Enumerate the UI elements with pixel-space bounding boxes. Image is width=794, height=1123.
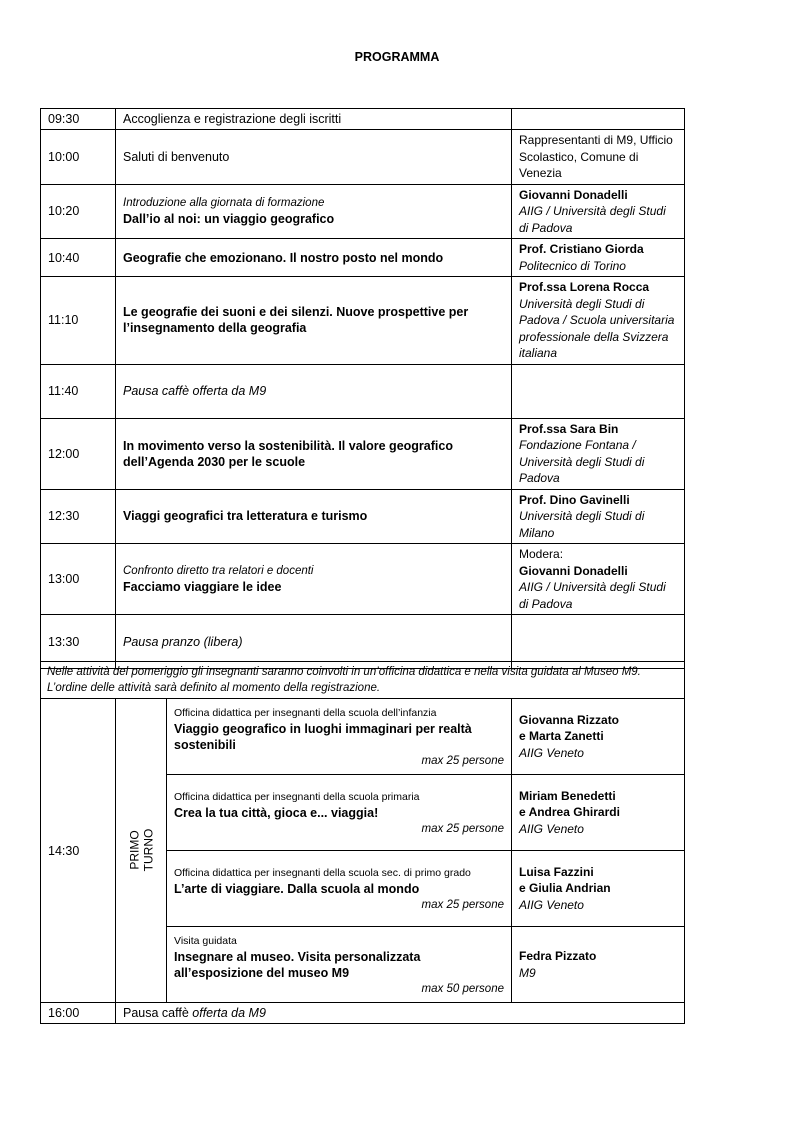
speaker-name: Giovanni Donadelli — [519, 563, 628, 578]
session-activity — [167, 699, 512, 775]
row-speaker — [512, 489, 685, 544]
session-speaker — [512, 775, 685, 851]
speaker-name: Giovanni Donadelli — [519, 187, 628, 202]
speaker-affiliation: AIIG / Università degli Studi di Padova — [519, 204, 666, 235]
session-row — [41, 699, 685, 775]
session-speaker — [512, 927, 685, 1003]
row-activity — [116, 544, 512, 615]
activity-title: Le geografie dei suoni e dei silenzi. Nuove prospettive per l’insegnamento della geografia — [123, 305, 469, 336]
activity-title: Pausa pranzo (libera) — [123, 634, 243, 649]
session-capacity: max 25 persone — [421, 822, 504, 835]
row-speaker — [512, 130, 685, 185]
speaker-affiliation: AIIG / Università degli Studi di Padova — [519, 580, 666, 611]
row-time: 10:40 — [41, 239, 116, 277]
afternoon-time: 14:30 — [41, 699, 116, 1003]
session-speaker — [512, 851, 685, 927]
speaker-intro: Rappresentanti di M9, Ufficio Scolastico, Comune di Venezia — [519, 133, 673, 180]
speaker-affiliation: Politecnico di Torino — [519, 258, 626, 273]
row-speaker — [512, 109, 685, 130]
schedule-row — [41, 239, 685, 277]
speaker-name-2: e Andrea Ghirardi — [519, 805, 620, 820]
speaker-affiliation: AIIG Veneto — [519, 821, 584, 836]
afternoon-note: Nelle attività del pomeriggio gli insegnanti saranno coinvolti in un’officina didattica e nella visita guidata al Museo M9. L’ordine delle attività sarà definito al momento della registrazione. — [41, 662, 685, 699]
schedule-row — [41, 489, 685, 544]
row-time: 10:20 — [41, 184, 116, 239]
schedule-row — [41, 364, 685, 418]
speaker-name: Prof.ssa Lorena Rocca — [519, 280, 650, 294]
row-time: 11:10 — [41, 277, 116, 365]
session-speaker — [512, 699, 685, 775]
activity-title: Saluti di benvenuto — [123, 149, 230, 164]
last-activity-plain: Pausa caffè — [123, 1006, 193, 1020]
session-activity — [167, 775, 512, 851]
speaker-name: Prof. Cristiano Giorda — [519, 242, 644, 256]
schedule-row — [41, 277, 685, 365]
speaker-name: Giovanna Rizzato — [519, 712, 620, 727]
session-label: Officina didattica per insegnanti della scuola sec. di primo grado — [174, 866, 471, 879]
activity-title: Viaggi geografici tra letteratura e turismo — [123, 509, 368, 524]
speaker-name: Prof.ssa Sara Bin — [519, 421, 619, 436]
row-time: 12:30 — [41, 489, 116, 544]
row-time: 10:00 — [41, 130, 116, 185]
row-activity — [116, 109, 512, 130]
row-activity — [116, 239, 512, 277]
row-time: 13:30 — [41, 615, 116, 669]
row-activity — [116, 489, 512, 544]
schedule-row — [41, 418, 685, 489]
turno-word-1: PRIMO — [126, 830, 141, 870]
session-activity — [167, 851, 512, 927]
speaker-name: Fedra Pizzato — [519, 949, 597, 963]
activity-intro: Confronto diretto tra relatori e docenti — [123, 565, 314, 577]
session-capacity: max 25 persone — [421, 898, 504, 911]
morning-schedule-table — [40, 108, 685, 669]
row-time: 12:00 — [41, 418, 116, 489]
row-activity — [116, 277, 512, 365]
row-time: 13:00 — [41, 544, 116, 615]
schedule-row — [41, 130, 685, 185]
speaker-name-2: e Marta Zanetti — [519, 729, 604, 744]
activity-title: Pausa caffè offerta da M9 — [123, 384, 267, 398]
row-speaker — [512, 277, 685, 365]
speaker-name-2: e Giulia Andrian — [519, 881, 611, 896]
activity-title: Accoglienza e registrazione degli iscritti — [123, 112, 342, 126]
speaker-affiliation: AIIG Veneto — [519, 897, 584, 912]
turno-word-2: TURNO — [140, 828, 155, 872]
speaker-affiliation: Fondazione Fontana / Università degli Studi di Padova — [519, 438, 645, 485]
speaker-name: Prof. Dino Gavinelli — [519, 492, 630, 507]
activity-title: Dall’io al noi: un viaggio geografico — [123, 212, 335, 227]
activity-title: Geografie che emozionano. Il nostro posto nel mondo — [123, 250, 444, 265]
session-label: Visita guidata — [174, 934, 237, 947]
session-activity — [167, 927, 512, 1003]
row-speaker — [512, 418, 685, 489]
last-activity-italic: offerta da M9 — [192, 1006, 266, 1020]
row-activity — [116, 184, 512, 239]
row-time: 09:30 — [41, 109, 116, 130]
row-activity — [116, 364, 512, 418]
session-title: L’arte di viaggiare. Dalla scuola al mondo — [174, 881, 420, 896]
session-capacity: max 25 persone — [421, 754, 504, 767]
row-activity — [116, 418, 512, 489]
row-speaker — [512, 544, 685, 615]
session-title: Insegnare al museo. Visita personalizzata all’esposizione del museo M9 — [174, 949, 421, 980]
session-label: Officina didattica per insegnanti della scuola primaria — [174, 790, 420, 803]
session-label: Officina didattica per insegnanti della scuola dell’infanzia — [174, 706, 437, 719]
last-time: 16:00 — [41, 1003, 116, 1024]
session-title: Crea la tua città, gioca e... viaggia! — [174, 805, 379, 820]
activity-title: In movimento verso la sostenibilità. Il valore geografico dell’Agenda 2030 per le scuole — [123, 438, 453, 469]
schedule-row — [41, 184, 685, 239]
row-time: 11:40 — [41, 364, 116, 418]
activity-title: Facciamo viaggiare le idee — [123, 580, 282, 594]
row-activity — [116, 130, 512, 185]
speaker-affiliation: Università degli Studi di Milano — [519, 509, 645, 540]
afternoon-schedule-table — [40, 661, 685, 1024]
speaker-name: Miriam Benedetti — [519, 788, 616, 803]
session-capacity: max 50 persone — [421, 982, 504, 995]
speaker-affiliation: Università degli Studi di Padova / Scuola universitaria professionale della Svizzera italiana — [519, 296, 675, 360]
last-activity — [116, 1003, 685, 1024]
schedule-row — [41, 544, 685, 615]
activity-intro: Introduzione alla giornata di formazione — [123, 197, 325, 210]
row-speaker — [512, 184, 685, 239]
schedule-row — [41, 109, 685, 130]
speaker-name: Luisa Fazzini — [519, 864, 594, 879]
session-title: Viaggio geografico in luoghi immaginari per realtà sostenibili — [174, 721, 472, 752]
speaker-intro: Modera: — [519, 547, 564, 561]
speaker-affiliation: AIIG Veneto — [519, 745, 584, 760]
page-title: PROGRAMMA — [354, 50, 440, 64]
row-speaker — [512, 239, 685, 277]
speaker-affiliation: M9 — [519, 965, 536, 980]
turno-label — [116, 699, 167, 1003]
row-speaker — [512, 364, 685, 418]
